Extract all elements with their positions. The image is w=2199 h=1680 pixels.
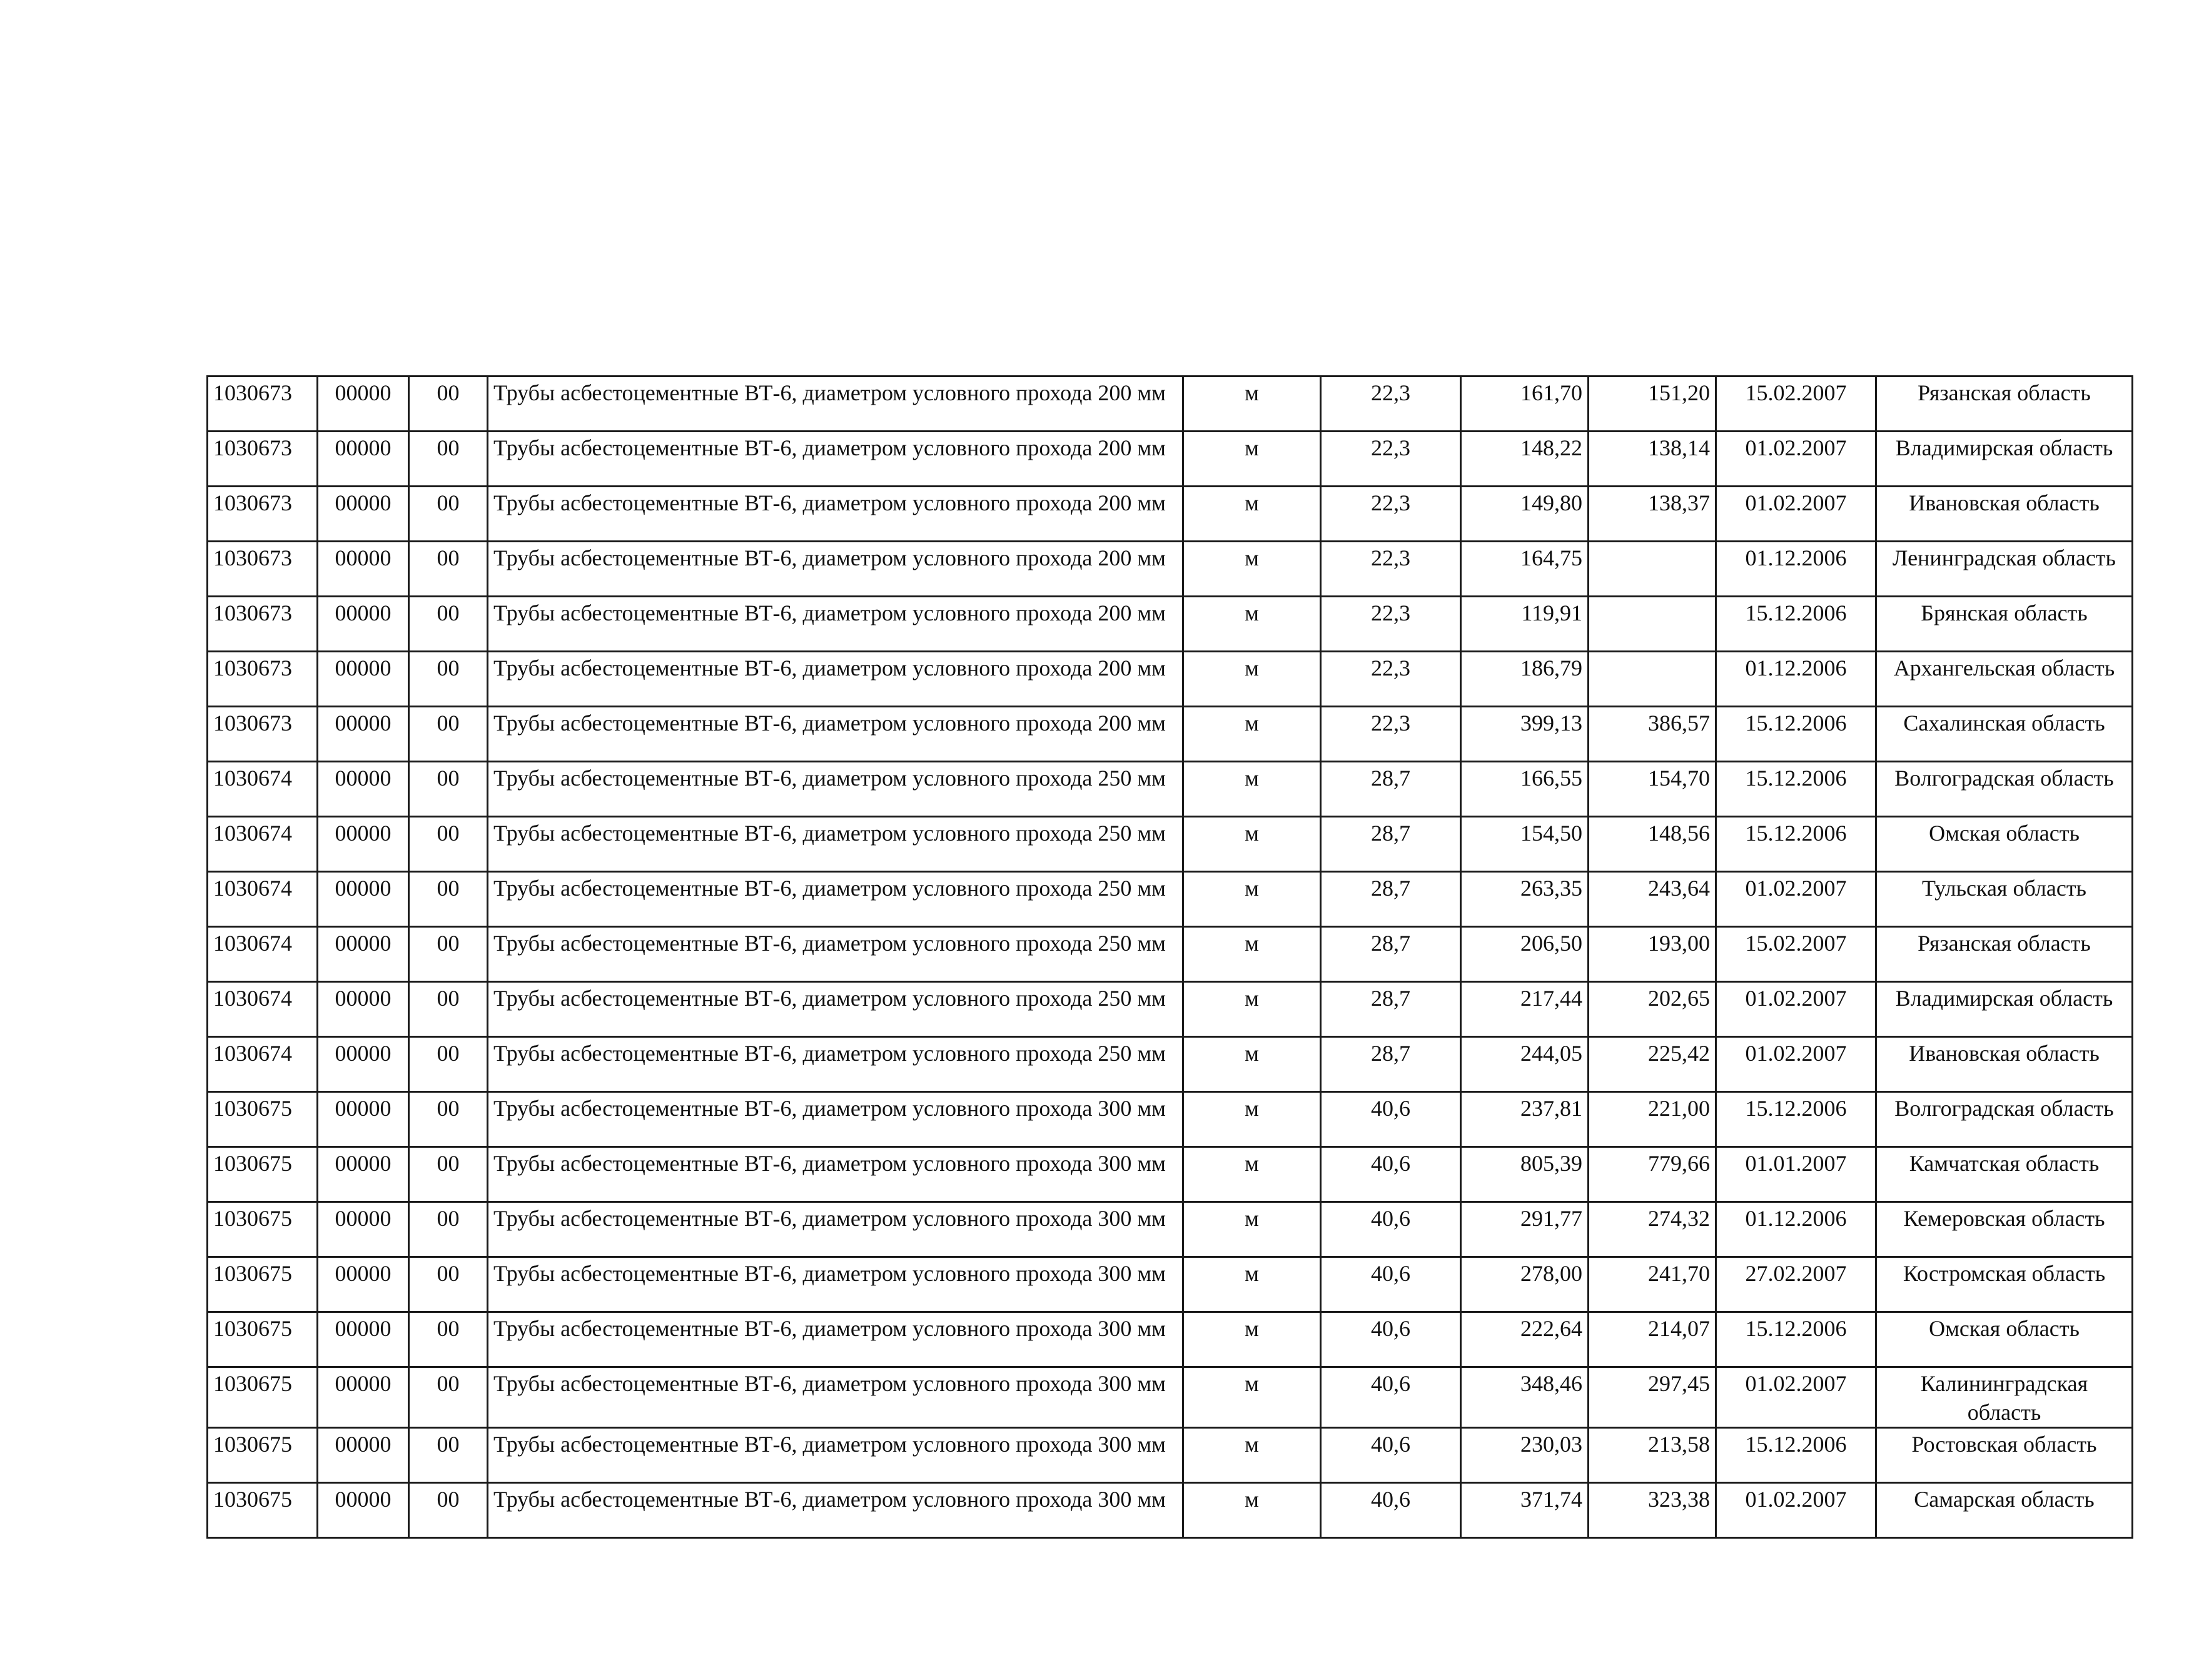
cell-unit: м bbox=[1183, 872, 1321, 927]
cell-index: 00 bbox=[409, 817, 488, 872]
table-row bbox=[208, 817, 2133, 872]
cell-code: 1030673 bbox=[208, 432, 318, 487]
cell-mass: 28,7 bbox=[1321, 1037, 1461, 1092]
cell-date: 01.02.2007 bbox=[1716, 1483, 1876, 1538]
cell-subcode: 00000 bbox=[318, 1312, 409, 1367]
cell-price-1: 263,35 bbox=[1461, 872, 1589, 927]
table-row bbox=[208, 1428, 2133, 1483]
cell-code: 1030673 bbox=[208, 652, 318, 707]
cell-price-1: 161,70 bbox=[1461, 377, 1589, 432]
cell-mass: 22,3 bbox=[1321, 377, 1461, 432]
cell-product-name: Трубы асбестоцементные ВТ-6, диаметром условного прохода 300 мм bbox=[488, 1428, 1183, 1483]
cell-subcode: 00000 bbox=[318, 1147, 409, 1202]
cell-region: Архангельская область bbox=[1876, 652, 2133, 707]
cell-code: 1030673 bbox=[208, 542, 318, 597]
cell-code: 1030675 bbox=[208, 1257, 318, 1312]
cell-unit: м bbox=[1183, 597, 1321, 652]
cell-date: 15.12.2006 bbox=[1716, 1092, 1876, 1147]
cell-code: 1030675 bbox=[208, 1428, 318, 1483]
cell-price-2: 138,14 bbox=[1589, 432, 1716, 487]
cell-price-2: 154,70 bbox=[1589, 762, 1716, 817]
cell-price-1: 805,39 bbox=[1461, 1147, 1589, 1202]
table-body bbox=[208, 377, 2133, 1538]
table-row bbox=[208, 1092, 2133, 1147]
cell-date: 01.02.2007 bbox=[1716, 872, 1876, 927]
cell-mass: 40,6 bbox=[1321, 1483, 1461, 1538]
cell-index: 00 bbox=[409, 1092, 488, 1147]
cell-product-name: Трубы асбестоцементные ВТ-6, диаметром условного прохода 200 мм bbox=[488, 487, 1183, 542]
cell-price-2 bbox=[1589, 542, 1716, 597]
cell-product-name: Трубы асбестоцементные ВТ-6, диаметром условного прохода 250 мм bbox=[488, 982, 1183, 1037]
cell-date: 01.02.2007 bbox=[1716, 1037, 1876, 1092]
cell-date: 01.01.2007 bbox=[1716, 1147, 1876, 1202]
cell-price-1: 348,46 bbox=[1461, 1367, 1589, 1428]
cell-unit: м bbox=[1183, 542, 1321, 597]
cell-index: 00 bbox=[409, 1483, 488, 1538]
cell-unit: м bbox=[1183, 1202, 1321, 1257]
cell-region: Омская область bbox=[1876, 817, 2133, 872]
cell-subcode: 00000 bbox=[318, 487, 409, 542]
table-row bbox=[208, 982, 2133, 1037]
table-row bbox=[208, 1257, 2133, 1312]
cell-index: 00 bbox=[409, 597, 488, 652]
cell-price-1: 149,80 bbox=[1461, 487, 1589, 542]
cell-product-name: Трубы асбестоцементные ВТ-6, диаметром условного прохода 300 мм bbox=[488, 1367, 1183, 1428]
cell-price-1: 166,55 bbox=[1461, 762, 1589, 817]
cell-date: 01.12.2006 bbox=[1716, 1202, 1876, 1257]
cell-product-name: Трубы асбестоцементные ВТ-6, диаметром условного прохода 300 мм bbox=[488, 1202, 1183, 1257]
cell-price-2 bbox=[1589, 652, 1716, 707]
cell-code: 1030673 bbox=[208, 487, 318, 542]
cell-product-name: Трубы асбестоцементные ВТ-6, диаметром условного прохода 200 мм bbox=[488, 432, 1183, 487]
cell-region: Ивановская область bbox=[1876, 1037, 2133, 1092]
table-row bbox=[208, 487, 2133, 542]
cell-mass: 28,7 bbox=[1321, 927, 1461, 982]
cell-index: 00 bbox=[409, 1257, 488, 1312]
cell-date: 15.12.2006 bbox=[1716, 597, 1876, 652]
cell-index: 00 bbox=[409, 707, 488, 762]
cell-product-name: Трубы асбестоцементные ВТ-6, диаметром условного прохода 250 мм bbox=[488, 762, 1183, 817]
cell-unit: м bbox=[1183, 432, 1321, 487]
cell-price-1: 371,74 bbox=[1461, 1483, 1589, 1538]
cell-product-name: Трубы асбестоцементные ВТ-6, диаметром условного прохода 300 мм bbox=[488, 1483, 1183, 1538]
cell-unit: м bbox=[1183, 707, 1321, 762]
cell-unit: м bbox=[1183, 487, 1321, 542]
cell-mass: 22,3 bbox=[1321, 597, 1461, 652]
cell-price-1: 222,64 bbox=[1461, 1312, 1589, 1367]
cell-subcode: 00000 bbox=[318, 542, 409, 597]
cell-region: Омская область bbox=[1876, 1312, 2133, 1367]
cell-date: 15.02.2007 bbox=[1716, 927, 1876, 982]
cell-subcode: 00000 bbox=[318, 927, 409, 982]
cell-price-1: 278,00 bbox=[1461, 1257, 1589, 1312]
cell-index: 00 bbox=[409, 872, 488, 927]
cell-price-1: 399,13 bbox=[1461, 707, 1589, 762]
cell-price-1: 206,50 bbox=[1461, 927, 1589, 982]
cell-subcode: 00000 bbox=[318, 762, 409, 817]
cell-product-name: Трубы асбестоцементные ВТ-6, диаметром условного прохода 200 мм bbox=[488, 597, 1183, 652]
cell-mass: 22,3 bbox=[1321, 487, 1461, 542]
cell-code: 1030675 bbox=[208, 1147, 318, 1202]
cell-unit: м bbox=[1183, 1312, 1321, 1367]
cell-price-2: 225,42 bbox=[1589, 1037, 1716, 1092]
cell-subcode: 00000 bbox=[318, 707, 409, 762]
cell-subcode: 00000 bbox=[318, 377, 409, 432]
cell-index: 00 bbox=[409, 1037, 488, 1092]
cell-code: 1030673 bbox=[208, 597, 318, 652]
cell-subcode: 00000 bbox=[318, 1367, 409, 1428]
cell-mass: 22,3 bbox=[1321, 707, 1461, 762]
cell-region: Владимирская область bbox=[1876, 982, 2133, 1037]
cell-price-2: 148,56 bbox=[1589, 817, 1716, 872]
cell-subcode: 00000 bbox=[318, 1037, 409, 1092]
table-row bbox=[208, 432, 2133, 487]
cell-date: 15.12.2006 bbox=[1716, 1428, 1876, 1483]
cell-subcode: 00000 bbox=[318, 982, 409, 1037]
cell-region: Камчатская область bbox=[1876, 1147, 2133, 1202]
cell-price-2: 202,65 bbox=[1589, 982, 1716, 1037]
cell-region: Калининградская область bbox=[1876, 1367, 2133, 1428]
cell-date: 01.02.2007 bbox=[1716, 1367, 1876, 1428]
cell-mass: 40,6 bbox=[1321, 1257, 1461, 1312]
cell-index: 00 bbox=[409, 1367, 488, 1428]
cell-date: 15.12.2006 bbox=[1716, 762, 1876, 817]
cell-price-1: 164,75 bbox=[1461, 542, 1589, 597]
cell-region: Тульская область bbox=[1876, 872, 2133, 927]
cell-index: 00 bbox=[409, 652, 488, 707]
table-row bbox=[208, 762, 2133, 817]
cell-region: Самарская область bbox=[1876, 1483, 2133, 1538]
cell-unit: м bbox=[1183, 927, 1321, 982]
cell-mass: 40,6 bbox=[1321, 1092, 1461, 1147]
cell-price-1: 230,03 bbox=[1461, 1428, 1589, 1483]
cell-price-1: 291,77 bbox=[1461, 1202, 1589, 1257]
cell-price-1: 237,81 bbox=[1461, 1092, 1589, 1147]
cell-unit: м bbox=[1183, 1257, 1321, 1312]
table-row bbox=[208, 597, 2133, 652]
table-row bbox=[208, 1037, 2133, 1092]
cell-code: 1030674 bbox=[208, 762, 318, 817]
cell-unit: м bbox=[1183, 762, 1321, 817]
table-row bbox=[208, 542, 2133, 597]
table-row bbox=[208, 1202, 2133, 1257]
cell-unit: м bbox=[1183, 1367, 1321, 1428]
cell-mass: 22,3 bbox=[1321, 432, 1461, 487]
cell-subcode: 00000 bbox=[318, 597, 409, 652]
table-row bbox=[208, 652, 2133, 707]
cell-product-name: Трубы асбестоцементные ВТ-6, диаметром условного прохода 300 мм bbox=[488, 1312, 1183, 1367]
cell-index: 00 bbox=[409, 542, 488, 597]
cell-date: 15.12.2006 bbox=[1716, 1312, 1876, 1367]
cell-subcode: 00000 bbox=[318, 1202, 409, 1257]
cell-price-2 bbox=[1589, 597, 1716, 652]
cell-unit: м bbox=[1183, 1147, 1321, 1202]
cell-subcode: 00000 bbox=[318, 817, 409, 872]
cell-subcode: 00000 bbox=[318, 872, 409, 927]
cell-code: 1030675 bbox=[208, 1367, 318, 1428]
cell-price-1: 217,44 bbox=[1461, 982, 1589, 1037]
cell-unit: м bbox=[1183, 982, 1321, 1037]
cell-price-2: 243,64 bbox=[1589, 872, 1716, 927]
cell-index: 00 bbox=[409, 1147, 488, 1202]
cell-index: 00 bbox=[409, 927, 488, 982]
cell-index: 00 bbox=[409, 377, 488, 432]
cell-mass: 22,3 bbox=[1321, 542, 1461, 597]
cell-region: Сахалинская область bbox=[1876, 707, 2133, 762]
cell-region: Ростовская область bbox=[1876, 1428, 2133, 1483]
cell-code: 1030674 bbox=[208, 927, 318, 982]
table-row bbox=[208, 377, 2133, 432]
cell-mass: 40,6 bbox=[1321, 1428, 1461, 1483]
cell-mass: 28,7 bbox=[1321, 872, 1461, 927]
cell-price-2: 193,00 bbox=[1589, 927, 1716, 982]
cell-product-name: Трубы асбестоцементные ВТ-6, диаметром условного прохода 300 мм bbox=[488, 1147, 1183, 1202]
cell-price-1: 154,50 bbox=[1461, 817, 1589, 872]
cell-mass: 40,6 bbox=[1321, 1202, 1461, 1257]
table-row bbox=[208, 1367, 2133, 1428]
cell-price-2: 779,66 bbox=[1589, 1147, 1716, 1202]
cell-product-name: Трубы асбестоцементные ВТ-6, диаметром условного прохода 250 мм bbox=[488, 1037, 1183, 1092]
cell-code: 1030675 bbox=[208, 1312, 318, 1367]
cell-region: Владимирская область bbox=[1876, 432, 2133, 487]
cell-index: 00 bbox=[409, 1312, 488, 1367]
cell-price-2: 138,37 bbox=[1589, 487, 1716, 542]
cell-index: 00 bbox=[409, 762, 488, 817]
cell-mass: 40,6 bbox=[1321, 1312, 1461, 1367]
cell-unit: м bbox=[1183, 1037, 1321, 1092]
cell-product-name: Трубы асбестоцементные ВТ-6, диаметром условного прохода 200 мм bbox=[488, 377, 1183, 432]
cell-price-2: 323,38 bbox=[1589, 1483, 1716, 1538]
cell-code: 1030675 bbox=[208, 1092, 318, 1147]
table-row bbox=[208, 927, 2133, 982]
cell-code: 1030674 bbox=[208, 1037, 318, 1092]
cell-region: Кемеровская область bbox=[1876, 1202, 2133, 1257]
cell-price-2: 386,57 bbox=[1589, 707, 1716, 762]
cell-product-name: Трубы асбестоцементные ВТ-6, диаметром условного прохода 250 мм bbox=[488, 927, 1183, 982]
cell-product-name: Трубы асбестоцементные ВТ-6, диаметром условного прохода 300 мм bbox=[488, 1092, 1183, 1147]
cell-unit: м bbox=[1183, 817, 1321, 872]
table-row bbox=[208, 707, 2133, 762]
cell-price-2: 214,07 bbox=[1589, 1312, 1716, 1367]
cell-unit: м bbox=[1183, 1092, 1321, 1147]
cell-region: Брянская область bbox=[1876, 597, 2133, 652]
cell-region: Рязанская область bbox=[1876, 377, 2133, 432]
cell-region: Костромская область bbox=[1876, 1257, 2133, 1312]
table-row bbox=[208, 872, 2133, 927]
cell-region: Волгоградская область bbox=[1876, 1092, 2133, 1147]
cell-mass: 22,3 bbox=[1321, 652, 1461, 707]
table-row bbox=[208, 1483, 2133, 1538]
cell-mass: 40,6 bbox=[1321, 1367, 1461, 1428]
cell-code: 1030675 bbox=[208, 1202, 318, 1257]
cell-unit: м bbox=[1183, 1428, 1321, 1483]
cell-price-1: 244,05 bbox=[1461, 1037, 1589, 1092]
cell-product-name: Трубы асбестоцементные ВТ-6, диаметром условного прохода 250 мм bbox=[488, 872, 1183, 927]
price-table bbox=[206, 375, 2133, 1539]
cell-subcode: 00000 bbox=[318, 1092, 409, 1147]
cell-region: Ленинградская область bbox=[1876, 542, 2133, 597]
cell-code: 1030674 bbox=[208, 872, 318, 927]
cell-price-1: 186,79 bbox=[1461, 652, 1589, 707]
cell-price-2: 297,45 bbox=[1589, 1367, 1716, 1428]
cell-subcode: 00000 bbox=[318, 1483, 409, 1538]
cell-price-2: 241,70 bbox=[1589, 1257, 1716, 1312]
cell-code: 1030674 bbox=[208, 817, 318, 872]
cell-date: 01.02.2007 bbox=[1716, 487, 1876, 542]
cell-date: 15.12.2006 bbox=[1716, 817, 1876, 872]
cell-unit: м bbox=[1183, 377, 1321, 432]
cell-date: 27.02.2007 bbox=[1716, 1257, 1876, 1312]
cell-index: 00 bbox=[409, 1428, 488, 1483]
cell-date: 15.12.2006 bbox=[1716, 707, 1876, 762]
cell-product-name: Трубы асбестоцементные ВТ-6, диаметром условного прохода 200 мм bbox=[488, 652, 1183, 707]
cell-price-1: 148,22 bbox=[1461, 432, 1589, 487]
table-row bbox=[208, 1147, 2133, 1202]
cell-index: 00 bbox=[409, 1202, 488, 1257]
cell-code: 1030673 bbox=[208, 707, 318, 762]
cell-date: 01.12.2006 bbox=[1716, 542, 1876, 597]
cell-unit: м bbox=[1183, 652, 1321, 707]
cell-mass: 28,7 bbox=[1321, 762, 1461, 817]
cell-mass: 28,7 bbox=[1321, 982, 1461, 1037]
cell-product-name: Трубы асбестоцементные ВТ-6, диаметром условного прохода 300 мм bbox=[488, 1257, 1183, 1312]
cell-product-name: Трубы асбестоцементные ВТ-6, диаметром условного прохода 250 мм bbox=[488, 817, 1183, 872]
cell-unit: м bbox=[1183, 1483, 1321, 1538]
cell-subcode: 00000 bbox=[318, 1428, 409, 1483]
cell-price-2: 213,58 bbox=[1589, 1428, 1716, 1483]
cell-price-2: 151,20 bbox=[1589, 377, 1716, 432]
cell-index: 00 bbox=[409, 432, 488, 487]
cell-product-name: Трубы асбестоцементные ВТ-6, диаметром условного прохода 200 мм bbox=[488, 707, 1183, 762]
cell-code: 1030675 bbox=[208, 1483, 318, 1538]
cell-date: 15.02.2007 bbox=[1716, 377, 1876, 432]
cell-code: 1030674 bbox=[208, 982, 318, 1037]
cell-price-2: 221,00 bbox=[1589, 1092, 1716, 1147]
cell-price-1: 119,91 bbox=[1461, 597, 1589, 652]
cell-code: 1030673 bbox=[208, 377, 318, 432]
cell-subcode: 00000 bbox=[318, 432, 409, 487]
cell-index: 00 bbox=[409, 982, 488, 1037]
cell-region: Рязанская область bbox=[1876, 927, 2133, 982]
cell-index: 00 bbox=[409, 487, 488, 542]
cell-mass: 28,7 bbox=[1321, 817, 1461, 872]
cell-product-name: Трубы асбестоцементные ВТ-6, диаметром условного прохода 200 мм bbox=[488, 542, 1183, 597]
cell-region: Волгоградская область bbox=[1876, 762, 2133, 817]
table-row bbox=[208, 1312, 2133, 1367]
cell-mass: 40,6 bbox=[1321, 1147, 1461, 1202]
cell-subcode: 00000 bbox=[318, 652, 409, 707]
cell-date: 01.02.2007 bbox=[1716, 982, 1876, 1037]
cell-date: 01.12.2006 bbox=[1716, 652, 1876, 707]
cell-price-2: 274,32 bbox=[1589, 1202, 1716, 1257]
cell-subcode: 00000 bbox=[318, 1257, 409, 1312]
cell-region: Ивановская область bbox=[1876, 487, 2133, 542]
cell-date: 01.02.2007 bbox=[1716, 432, 1876, 487]
